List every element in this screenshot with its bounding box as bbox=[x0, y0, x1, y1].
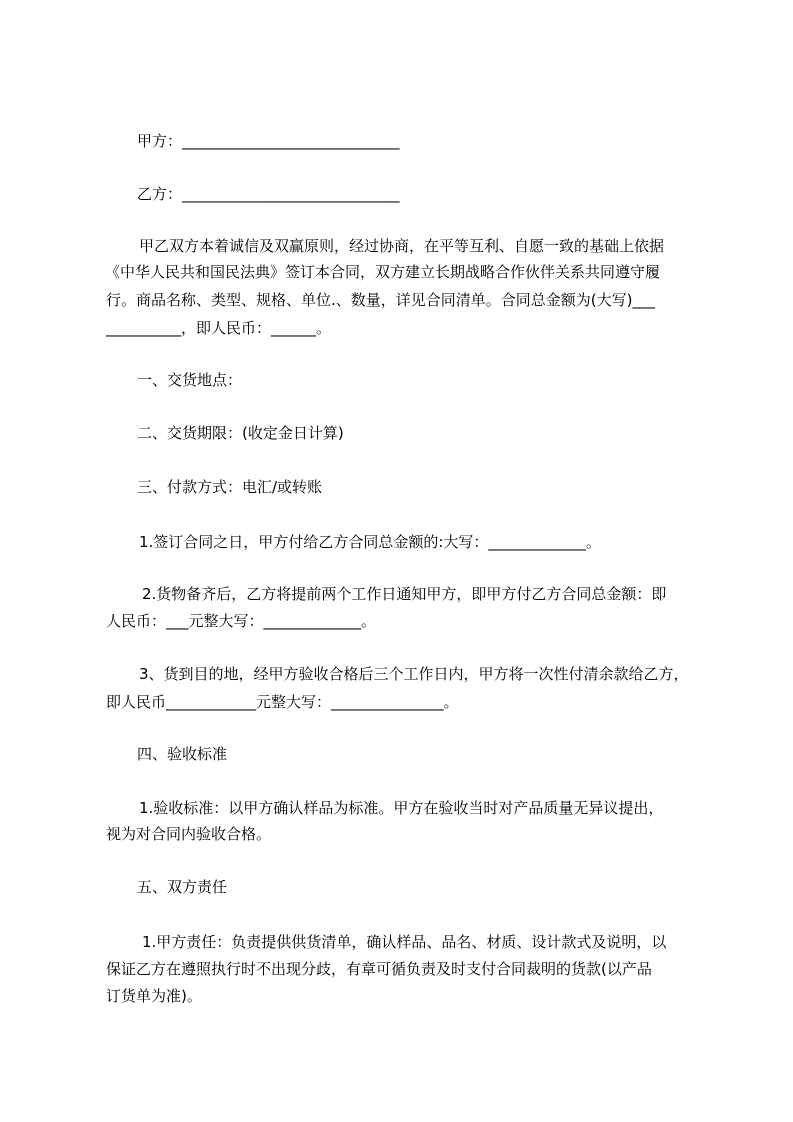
party-a-duty-line-3: 订货单为准)。 bbox=[106, 987, 202, 1005]
party-a-line: 甲方：_____________________________ bbox=[137, 132, 400, 150]
party-b-line: 乙方：_____________________________ bbox=[137, 185, 400, 203]
preamble-line-3: 行。商品名称、类型、规格、单位.、数量，详见合同清单。合同总金额为(大写)___ bbox=[106, 291, 655, 309]
acceptance-clause-line-1: 1.验收标准：以甲方确认样品为标准。甲方在验收当时对产品质量无异议提出， bbox=[139, 799, 664, 817]
payment-clause-2-line-1: 2.货物备齐后，乙方将提前两个工作日通知甲方，即甲方付乙方合同总金额：即 bbox=[142, 585, 667, 603]
payment-clause-1: 1.签订合同之日，甲方付给乙方合同总金额的:大写：_____________。 bbox=[139, 533, 601, 551]
section-2-heading: 二、交货期限：(收定金日计算) bbox=[137, 424, 344, 442]
section-1-heading: 一、交货地点： bbox=[137, 371, 243, 389]
section-3-heading: 三、付款方式：电汇/或转账 bbox=[137, 478, 323, 496]
party-a-duty-line-2: 保证乙方在遵照执行时不出现分歧，有章可循负责及时支付合同裁明的货款(以产品 bbox=[106, 960, 652, 978]
payment-clause-3-line-2: 即人民币____________元整大写：_______________。 bbox=[106, 693, 459, 711]
payment-clause-2-line-2: 人民币：___元整大写：_____________。 bbox=[106, 612, 377, 630]
preamble-line-4: __________，即人民币：______。 bbox=[106, 319, 332, 337]
acceptance-clause-line-2: 视为对合同内验收合格。 bbox=[106, 825, 272, 843]
party-a-duty-line-1: 1.甲方责任：负责提供供货清单，确认样品、品名、材质、设计款式及说明，以 bbox=[142, 933, 667, 951]
section-5-heading: 五、双方责任 bbox=[137, 878, 228, 896]
preamble-line-1: 甲乙双方本着诚信及双赢原则，经过协商，在平等互利、自愿一致的基础上依据 bbox=[139, 237, 665, 255]
preamble-line-2: 《中华人民共和国民法典》签订本合同，双方建立长期战略合作伙伴关系共同遵守履 bbox=[105, 263, 661, 281]
payment-clause-3-line-1: 3、货到目的地，经甲方验收合格后三个工作日内，甲方将一次性付清余款给乙方， bbox=[139, 665, 689, 683]
section-4-heading: 四、验收标准 bbox=[137, 745, 228, 763]
